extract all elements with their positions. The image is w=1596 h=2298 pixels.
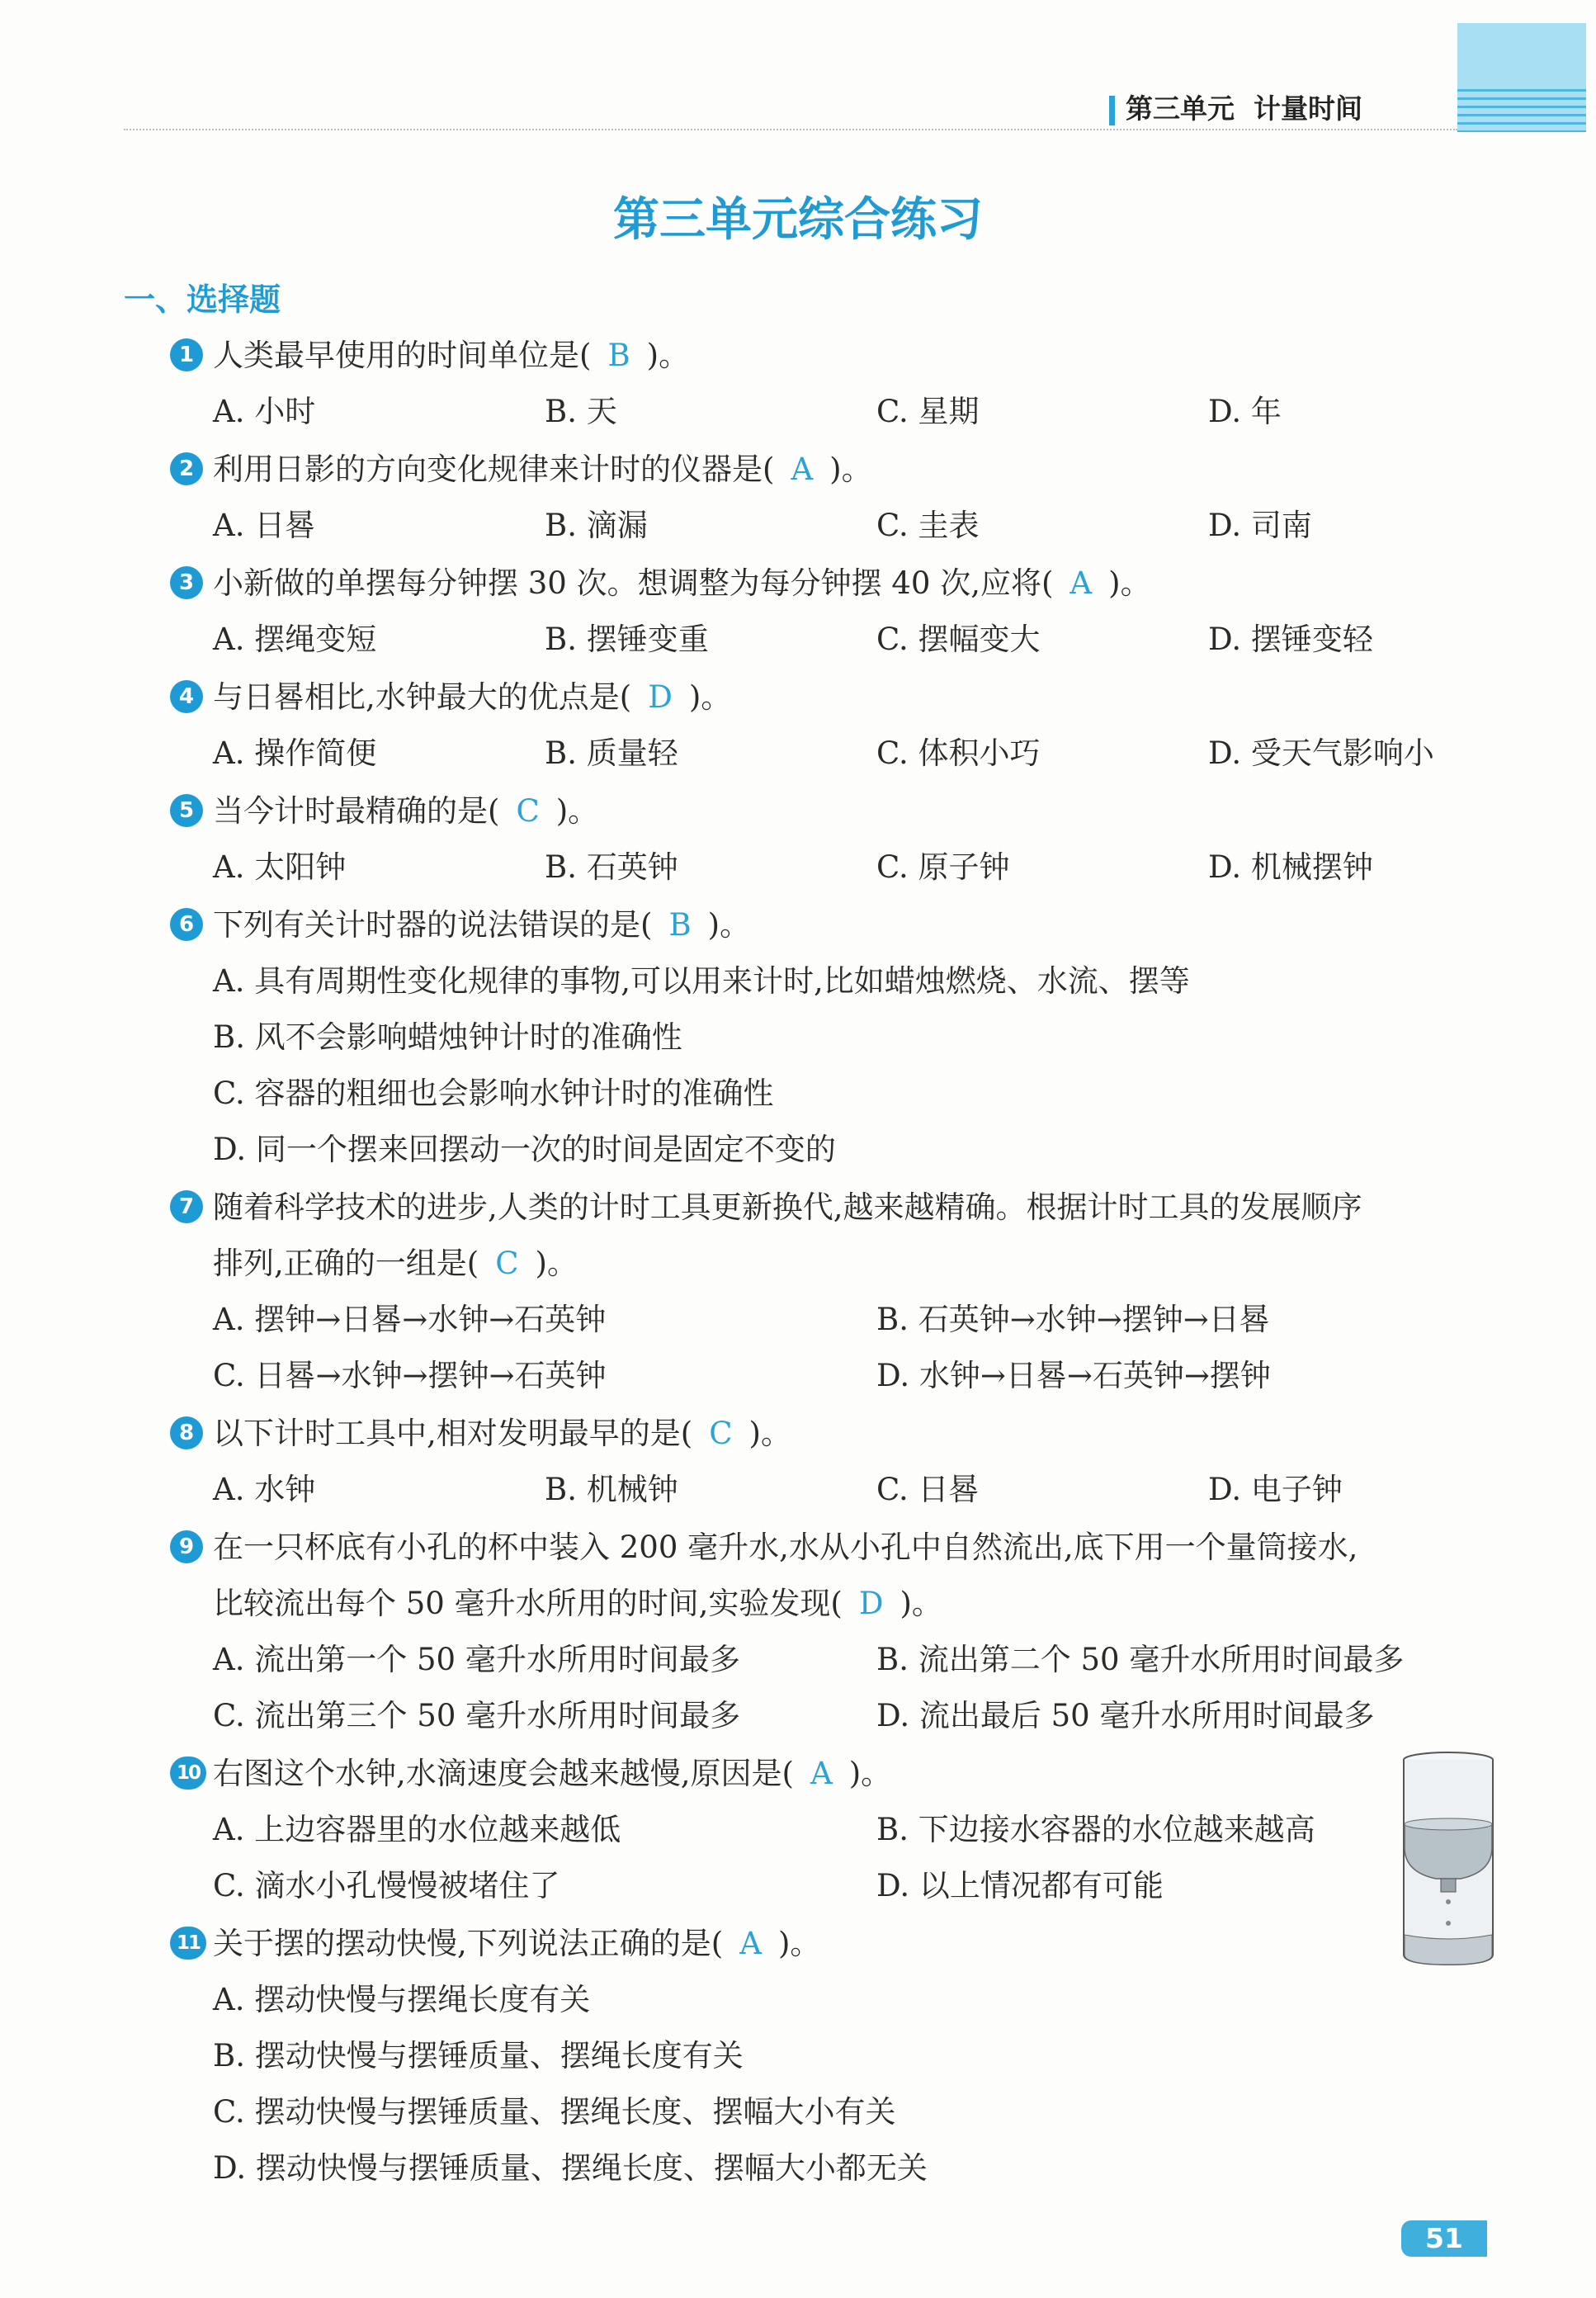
option: B. 石英钟→水钟→摆钟→日晷: [876, 1302, 1270, 1337]
answer: C: [516, 793, 540, 829]
option: B. 天: [545, 394, 617, 429]
answer: B: [607, 338, 630, 373]
option: D. 年: [1208, 394, 1282, 429]
water-clock-illustration: [1395, 1748, 1502, 1971]
option: B. 摆动快慢与摆锤质量、摆绳长度有关: [213, 2038, 744, 2073]
option: B. 石英钟: [545, 849, 678, 885]
option: B. 下边接水容器的水位越来越高: [876, 1812, 1315, 1847]
option: A. 流出第一个 50 毫升水所用时间最多: [213, 1642, 740, 1677]
running-header: [1126, 87, 1362, 126]
option: D. 受天气影响小: [1208, 735, 1434, 771]
option: C. 摆幅变大: [876, 622, 1041, 657]
option: B. 质量轻: [545, 735, 678, 771]
option: D. 司南: [1208, 508, 1312, 543]
question-number: 2: [170, 452, 203, 485]
option: D. 机械摆钟: [1208, 849, 1373, 885]
option: D. 同一个摆来回摆动一次的时间是固定不变的: [213, 1132, 836, 1167]
option: A. 上边容器里的水位越来越低: [213, 1812, 621, 1847]
option: C. 原子钟: [876, 849, 1010, 885]
option: C. 流出第三个 50 毫升水所用时间最多: [213, 1698, 741, 1733]
header-topic: 计量时间: [1253, 92, 1362, 125]
question-stem: 在一只杯底有小孔的杯中装入 200 毫升水,水从小孔中自然流出,底下用一个量筒接水,: [213, 1530, 1358, 1565]
option: C. 摆动快慢与摆锤质量、摆绳长度、摆幅大小有关: [213, 2094, 896, 2130]
question-number: 10: [170, 1757, 206, 1790]
header-stripes: [1457, 89, 1586, 132]
option: D. 摆锤变轻: [1208, 622, 1373, 657]
question-number: 11: [170, 1927, 206, 1960]
answer: A: [739, 1926, 762, 1961]
question-number: 5: [170, 794, 203, 827]
header-unit: 第三单元: [1126, 92, 1235, 125]
question-stem: 以下计时工具中,相对发明最早的是( C )。: [213, 1416, 791, 1451]
question-stem: 右图这个水钟,水滴速度会越来越慢,原因是( A )。: [213, 1756, 892, 1791]
option: A. 摆钟→日晷→水钟→石英钟: [213, 1302, 607, 1337]
answer: A: [810, 1756, 833, 1791]
option: D. 水钟→日晷→石英钟→摆钟: [876, 1358, 1271, 1393]
question-stem: 人类最早使用的时间单位是( B )。: [213, 338, 690, 373]
question-number: 3: [170, 566, 203, 599]
question-number: 7: [170, 1190, 203, 1223]
option: D. 电子钟: [1208, 1472, 1343, 1507]
section-heading: 一、选择题: [124, 281, 281, 318]
question-stem: 利用日影的方向变化规律来计时的仪器是( A )。: [213, 452, 872, 487]
option: A. 日晷: [213, 508, 316, 543]
option: D. 摆动快慢与摆锤质量、摆绳长度、摆幅大小都无关: [213, 2150, 928, 2186]
option: B. 滴漏: [545, 508, 648, 543]
question-number: 1: [170, 338, 203, 371]
option: D. 以上情况都有可能: [876, 1868, 1164, 1903]
option: C. 滴水小孔慢慢被堵住了: [213, 1868, 560, 1903]
answer: B: [668, 907, 692, 943]
option: A. 摆绳变短: [213, 622, 377, 657]
option: C. 日晷→水钟→摆钟→石英钟: [213, 1358, 607, 1393]
option: C. 星期: [876, 394, 980, 429]
question-number: 6: [170, 908, 203, 941]
header-accent-bar: [1109, 96, 1115, 125]
option: A. 具有周期性变化规律的事物,可以用来计时,比如蜡烛燃烧、水流、摆等: [213, 963, 1190, 999]
answer: A: [1070, 565, 1093, 601]
question-number: 4: [170, 680, 203, 713]
option: B. 摆锤变重: [545, 622, 709, 657]
option: C. 圭表: [876, 508, 980, 543]
question-number: 9: [170, 1530, 203, 1563]
option: D. 流出最后 50 毫升水所用时间最多: [876, 1698, 1375, 1733]
option: A. 小时: [213, 394, 316, 429]
option: A. 水钟: [213, 1472, 316, 1507]
option: C. 容器的粗细也会影响水钟计时的准确性: [213, 1076, 774, 1111]
question-stem: 当今计时最精确的是( C )。: [213, 793, 599, 829]
option: B. 机械钟: [545, 1472, 678, 1507]
answer: C: [495, 1246, 519, 1281]
question-stem: 随着科学技术的进步,人类的计时工具更新换代,越来越精确。根据计时工具的发展顺序: [213, 1189, 1362, 1225]
option: A. 太阳钟: [213, 849, 347, 885]
page-number: 51: [1401, 2220, 1487, 2257]
option: A. 操作简便: [213, 735, 377, 771]
answer: D: [648, 679, 673, 715]
answer: D: [858, 1586, 884, 1621]
option: A. 摆动快慢与摆绳长度有关: [213, 1982, 591, 2017]
question-number: 8: [170, 1416, 203, 1449]
question-stem: 下列有关计时器的说法错误的是( B )。: [213, 907, 751, 943]
question-stem-cont: 排列,正确的一组是( C )。: [213, 1246, 578, 1281]
question-stem: 关于摆的摆动快慢,下列说法正确的是( A )。: [213, 1926, 821, 1961]
option: B. 风不会影响蜡烛钟计时的准确性: [213, 1019, 682, 1055]
question-stem-cont: 比较流出每个 50 毫升水所用的时间,实验发现( D )。: [213, 1586, 942, 1621]
page-title: 第三单元综合练习: [613, 193, 983, 247]
option: C. 日晷: [876, 1472, 980, 1507]
question-stem: 小新做的单摆每分钟摆 30 次。想调整为每分钟摆 40 次,应将( A )。: [213, 565, 1151, 601]
header-divider: [124, 129, 1457, 130]
option: C. 体积小巧: [876, 735, 1041, 771]
question-stem: 与日晷相比,水钟最大的优点是( D )。: [213, 679, 732, 715]
option: B. 流出第二个 50 毫升水所用时间最多: [876, 1642, 1405, 1677]
answer: C: [709, 1416, 733, 1451]
answer: A: [791, 452, 814, 487]
